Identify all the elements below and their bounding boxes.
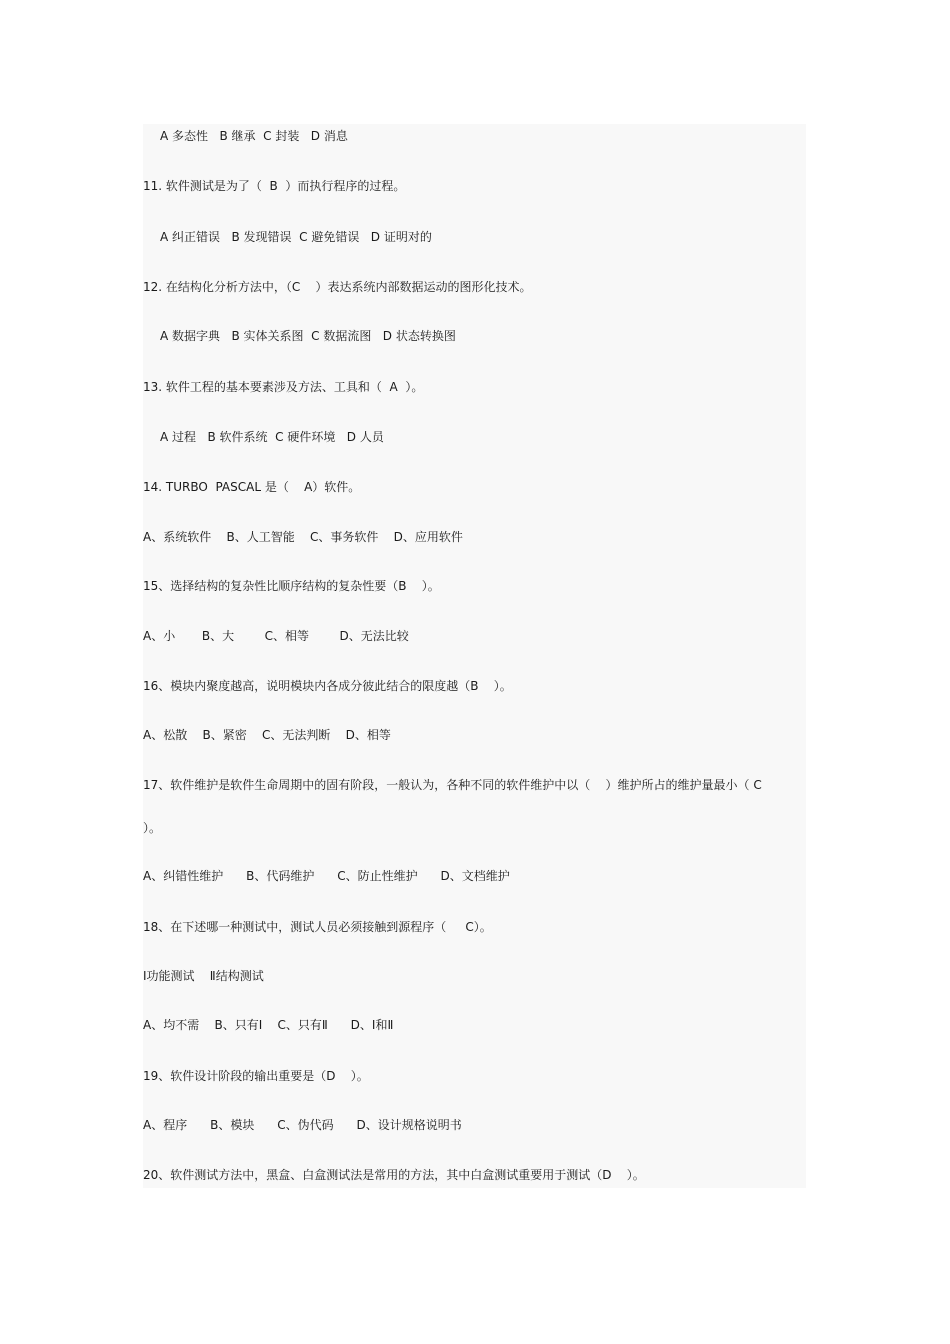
question-15: 15、选择结构的复杂性比顺序结构的复杂性要（B ）。 [143,579,440,593]
question-14: 14. TURBO PASCAL 是（ A）软件。 [143,480,361,494]
question-12: 12. 在结构化分析方法中，（C ）表达系统内部数据运动的图形化技术。 [143,280,532,294]
options-line: A、松散 B、紧密 C、无法判断 D、相等 [143,728,391,742]
test-types-line: Ⅰ功能测试 Ⅱ结构测试 [143,969,264,983]
options-line: A、小 B、大 C、相等 D、无法比较 [143,629,409,643]
options-line: A、程序 B、模块 C、伪代码 D、设计规格说明书 [143,1118,462,1132]
question-19: 19、软件设计阶段的输出重要是（D ）。 [143,1069,369,1083]
options-line: A、系统软件 B、人工智能 C、事务软件 D、应用软件 [143,530,463,544]
document-page [143,124,806,1188]
question-17-cont: ）。 [143,821,162,835]
question-18: 18、在下述哪一种测试中，测试人员必须接触到源程序（ C）。 [143,920,492,934]
question-17: 17、软件维护是软件生命周期中的固有阶段，一般认为，各种不同的软件维护中以（ ）维护所占的维护量最小（ C [143,778,762,792]
options-line: A 多态性 B 继承 C 封装 D 消息 [160,129,348,143]
question-20: 20、软件测试方法中，黑盒、白盒测试法是常用的方法，其中白盒测试重要用于测试（D ）。 [143,1168,645,1182]
options-line: A、纠错性维护 B、代码维护 C、防止性维护 D、文档维护 [143,869,510,883]
options-line: A 数据字典 B 实体关系图 C 数据流图 D 状态转换图 [160,329,456,343]
question-11: 11. 软件测试是为了（ B ）而执行程序的过程。 [143,179,406,193]
options-line: A 纠正错误 B 发现错误 C 避免错误 D 证明对的 [160,230,432,244]
options-line: A、均不需 B、只有Ⅰ C、只有Ⅱ D、Ⅰ和Ⅱ [143,1018,394,1032]
question-13: 13. 软件工程的基本要素涉及方法、工具和（ A ）。 [143,380,424,394]
options-line: A 过程 B 软件系统 C 硬件环境 D 人员 [160,430,384,444]
question-16: 16、模块内聚度越高，说明模块内各成分彼此结合的限度越（B ）。 [143,679,512,693]
